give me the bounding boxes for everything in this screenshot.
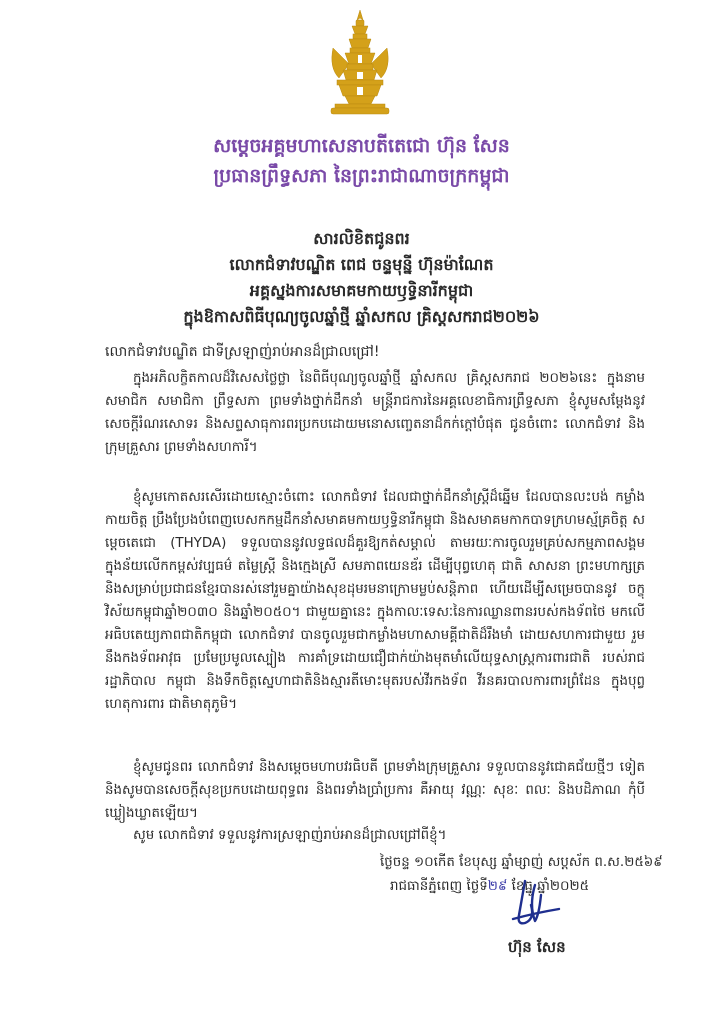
title-line-1: សារលិខិតជូនពរ [313, 229, 410, 248]
title-line-2: លោកជំទាវបណ្ឌិត ពេជ ចន្ទមុន្នី ហ៊ុនម៉ាណែត [229, 255, 494, 274]
paragraph-3 [105, 756, 645, 825]
paragraph-2-text: ខ្ញុំសូមកោតសរសើរដោយស្មោះចំពោះ លោកជំទាវ ដែលជាថ្នាក់ដឹកនាំស្ត្រីដ៏ឆ្នើម ដែលបានលះបង់ កម្លាំងកាយចិត្ត ប្រឹងប្រែងបំពេញបេសកកម្មដឹកនាំសមាគមកាយឫទ្ធិនារីកម្ពុជា និងសមាគមកាកបាទក្រហមស្ម័គ្រចិត្ត សម្តេចតេជោ (THYDA) ទទួលបាននូវលទ្ធផលដ៏គួរឱ្យកត់សម្គាល់ តាមរយៈការចូលរួមគ្រប់សកម្មភាពសង្គម ក្នុងន័យលើកកម្ពស់វប្បធម៌ តម្លៃស្ត្រី និងក្មេងស្រី សមភាពយេនឌ័រ ដើម្បីបុព្វហេតុ ជាតិ សាសនា ព្រះមហាក្សត្រ និងសម្រាប់ប្រជាជនខ្មែរបានរស់នៅរួមគ្នាយ៉ាងសុខដុមរមនាក្រោមម្លប់សន្តិភាព ហើយដើម្បីសម្រេចបាននូវ ចក្ខុវិស័យកម្ពុជាឆ្នាំ២០៣០ និងឆ្នាំ២០៥០។ ជាមួយគ្នានេះ ក្នុងកាលៈទេសៈនៃការឈ្លានពានរបស់កងទ័ពថៃ មកលើអធិបតេយ្យភាពជាតិកម្ពុជា លោកជំទាវ បានចូលរួមជាកម្លាំងមហាសាមគ្គីជាតិដ៏រឹងមាំ ដោយសហការជាមួយ រួមនឹងកងទ័ពអាវុធ ប្រមែប្រមូលស្បៀង ការគាំទ្រដោយជឿជាក់យ៉ាងមុតមាំលើយុទ្ធសាស្ត្រការពារជាតិ របស់រាជរដ្ឋាភិបាល កម្ពុជា និងទឹកចិត្តស្នេហាជាតិនិងស្មារតីមោះមុតរបស់វីរកងទ័ព វីរនគរបាលការពារព្រំដែន ក្នុងបុព្វហេតុការពារ ជាតិមាតុភូមិ។ [105, 490, 645, 712]
paragraph-3-text: ខ្ញុំសូមជូនពរ លោកជំទាវ និងសម្តេចមហាបវរធិបតី ព្រមទាំងក្រុមគ្រួសារ ទទួលបាននូវជោគជ័យថ្មីៗ ទៀត និងសូមបានសេចក្តីសុខប្រកបដោយពុទ្ធពរ និងពរទាំងប្រាំប្រការ គឺអាយុ វណ្ណៈ សុខៈ ពលៈ និងបដិភាណ កុំបី ឃ្លៀងឃ្លាតឡើយ។ [105, 760, 645, 821]
date-place-text: រាជធានីភ្នំពេញ ថ្ងៃទី [390, 879, 488, 894]
header-line-2: ប្រធានព្រឹទ្ធសភា នៃព្រះរាជាណាចក្រកម្ពុជា [213, 165, 510, 187]
header-line-1: សម្តេចអគ្គមហាសេនាបតីតេជោ ហ៊ុន សែន [213, 135, 510, 157]
senate-emblem-icon [325, 8, 395, 120]
date-rest: ខែធ្នូ ឆ្នាំ២០២៥ [511, 879, 590, 894]
paragraph-1-text: ក្នុងអភិលក្ខិតកាលដ៏វិសេសថ្លៃថ្លា នៃពិធីបុណ្យចូលឆ្នាំថ្មី ឆ្នាំសកល គ្រិស្តសករាជ ២០២៦នេះ ក្នុងនាម សមាជិក សមាជិកា ព្រឹទ្ធសភា ព្រមទាំងថ្នាក់ដឹកនាំ មន្ត្រីរាជការនៃអគ្គលេខាធិការព្រឹទ្ធសភា ខ្ញុំសូមសម្តែងនូវ សេចក្តីរំណរសោទរ និងសព្ទសាធុការពរប្រកបដោយមនោសញ្ចេតនាដ៏កក់ក្តៅបំផុត ជូនចំពោះ លោកជំទាវ និង ក្រុមគ្រួសារ ព្រមទាំងសហការី។ [105, 371, 645, 455]
title-line-4: ក្នុងឱកាសពិធីបុណ្យចូលឆ្នាំថ្មី ឆ្នាំសកល គ្រិស្តសករាជ២០២៦ [183, 307, 540, 326]
paragraph-2 [105, 486, 645, 716]
date-day: ២៩ [487, 879, 508, 894]
date-lunar: ថ្ងៃចន្ទ ១០កើត ខែបុស្ស ឆ្នាំម្សាញ់ សប្តស័ក ព.ស.២៥៦៩ [380, 855, 663, 870]
title-line-3: អគ្គស្នងការសមាគមកាយឫទ្ធិនារីកម្ពុជា [249, 281, 474, 300]
greeting: លោកជំទាវបណ្ឌិត ជាទីស្រឡាញ់រាប់អានដ៏ជ្រាលជ្រៅ! [105, 344, 380, 360]
signature-name: ហ៊ុន សែន [508, 938, 566, 956]
closing-line: សូម លោកជំទាវ ទទួលនូវការស្រឡាញ់រាប់អានដ៏ជ្រាលជ្រៅពីខ្ញុំ។ [133, 828, 447, 843]
paragraph-1 [105, 367, 645, 459]
signature-icon [505, 875, 565, 933]
